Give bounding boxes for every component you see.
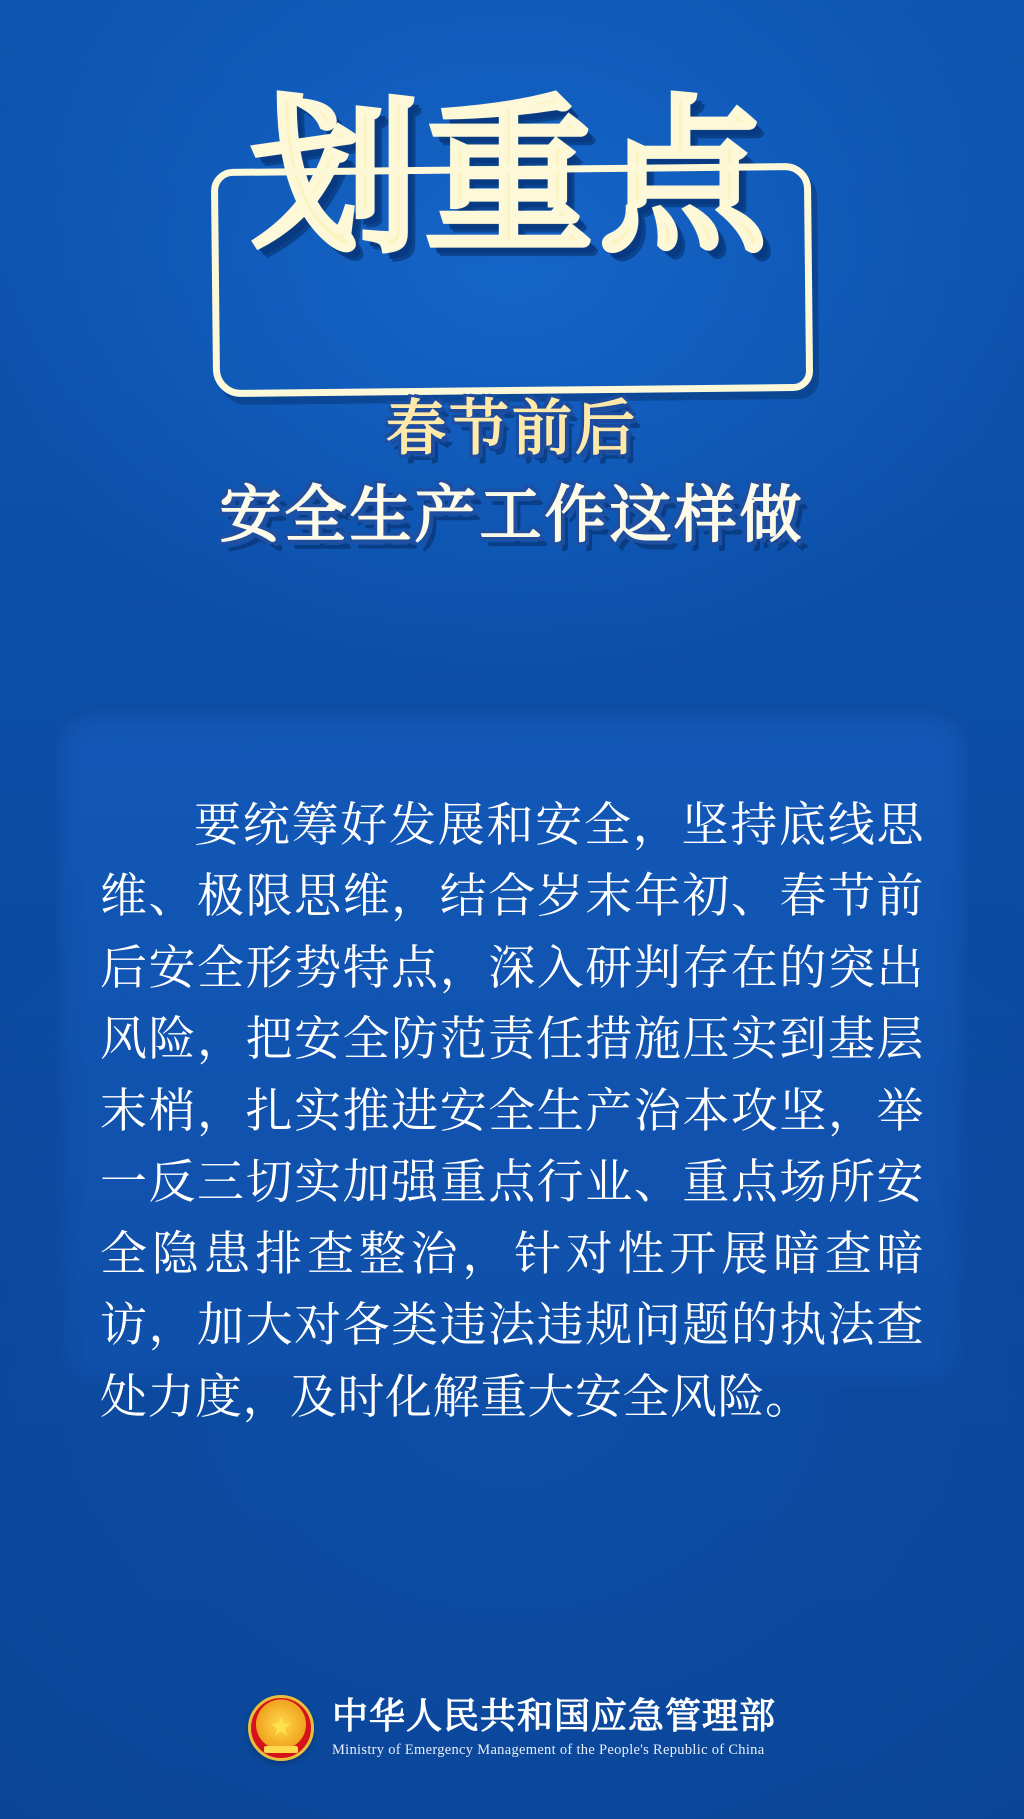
subtitle-line-1: 春节前后 (386, 394, 638, 464)
organization-name-en: Ministry of Emergency Management of the People's Republic of China (331, 1741, 765, 1758)
national-emblem-icon (248, 1695, 314, 1761)
page-title: 划重点 (251, 80, 773, 276)
organization-name-cn: 中华人民共和国应急管理部 (331, 1696, 776, 1738)
subtitle-line-2: 安全生产工作这样做 (219, 478, 805, 551)
footer (0, 1695, 1024, 1761)
subtitle-container (0, 392, 1024, 556)
body-card (56, 706, 968, 1425)
footer-text-block (332, 1697, 776, 1759)
body-paragraph: 要统筹好发展和安全，坚持底线思维、极限思维，结合岁末年初、春节前后安全形势特点，深入研判存在的突出风险，把安全防范责任措施压实到基层末梢，扎实推进安全生产治本攻坚，举一反三切实加强重点行业、重点场所安全隐患排查整治，针对性开展暗查暗访，加大对各类违法违规问题的执法查处力度，及时化解重大安全风险。 (100, 798, 924, 1425)
headline-container (0, 74, 1024, 290)
